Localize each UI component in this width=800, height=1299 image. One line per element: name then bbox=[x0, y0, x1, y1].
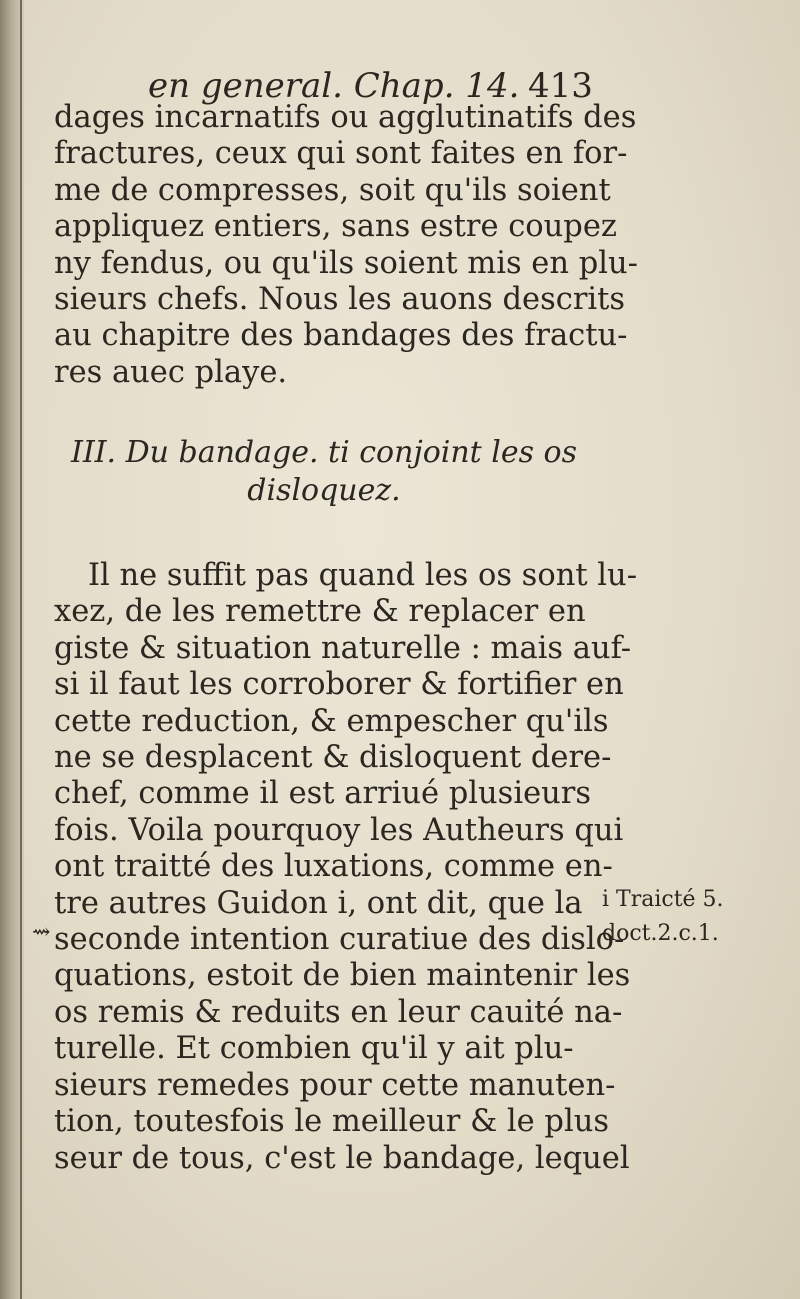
text-line: si il faut les corroborer & fortifier en bbox=[54, 667, 624, 703]
margin-mark-icon: ⇝ bbox=[32, 920, 51, 945]
binding-edge-line bbox=[20, 0, 22, 1299]
text-line: quations, estoit de bien maintenir les bbox=[54, 958, 631, 994]
text-line: sieurs remedes pour cette manuten- bbox=[54, 1067, 616, 1103]
text-line: xez, de les remettre & replacer en bbox=[54, 594, 586, 630]
section-heading-line-1: III. Du bandage. ti conjoint les os bbox=[70, 435, 578, 470]
text-line: chef, comme il est arriué plusieurs bbox=[54, 776, 591, 812]
text-line: fois. Voila pourquoy les Autheurs qui bbox=[54, 812, 624, 848]
page-number: 413 bbox=[528, 66, 593, 106]
text-line: appliquez entiers, sans estre coupez bbox=[54, 209, 617, 245]
text-line: os remis & reduits en leur cauité na- bbox=[54, 994, 623, 1030]
marginal-note bbox=[602, 883, 724, 951]
text-line: turelle. Et combien qu'il y ait plu- bbox=[54, 1031, 574, 1067]
text-line: au chapitre des bandages des fractu- bbox=[54, 318, 628, 354]
running-head-title: en general. Chap. 14. bbox=[148, 66, 520, 106]
text-line: dages incarnatifs ou agglutinatifs des bbox=[54, 100, 637, 135]
text-line: fractures, ceux qui sont faites en for- bbox=[54, 136, 628, 172]
text-line: ne se desplacent & disloquent dere- bbox=[54, 740, 612, 776]
text-line: tion, toutesfois le meilleur & le plus bbox=[54, 1104, 610, 1140]
paragraph-body bbox=[54, 558, 637, 1177]
section-heading bbox=[54, 434, 594, 510]
text-line: giste & situation naturelle : mais auf- bbox=[54, 630, 632, 666]
text-line: ny fendus, ou qu'ils soient mis en plu- bbox=[54, 245, 638, 281]
paragraph-top bbox=[54, 100, 638, 391]
text-line: tre autres Guidon i, ont dit, que la bbox=[54, 885, 583, 921]
text-line: ont traitté des luxations, comme en- bbox=[54, 849, 613, 885]
section-heading-line-2: disloquez. bbox=[247, 473, 401, 508]
text-line: Il ne suffit pas quand les os sont lu- bbox=[88, 558, 637, 593]
text-line: seconde intention curatiue des dislo- bbox=[54, 922, 625, 958]
text-line: res auec playe. bbox=[54, 354, 288, 390]
text-line: me de compresses, soit qu'ils soient bbox=[54, 172, 611, 208]
text-line: seur de tous, c'est le bandage, lequel bbox=[54, 1140, 630, 1176]
text-line: sieurs chefs. Nous les auons descrits bbox=[54, 282, 626, 318]
marginal-note-line-1: i Traicté 5. bbox=[602, 887, 724, 912]
marginal-note-line-2: doct.2.c.1. bbox=[602, 921, 719, 946]
text-line: cette reduction, & empescher qu'ils bbox=[54, 703, 609, 739]
